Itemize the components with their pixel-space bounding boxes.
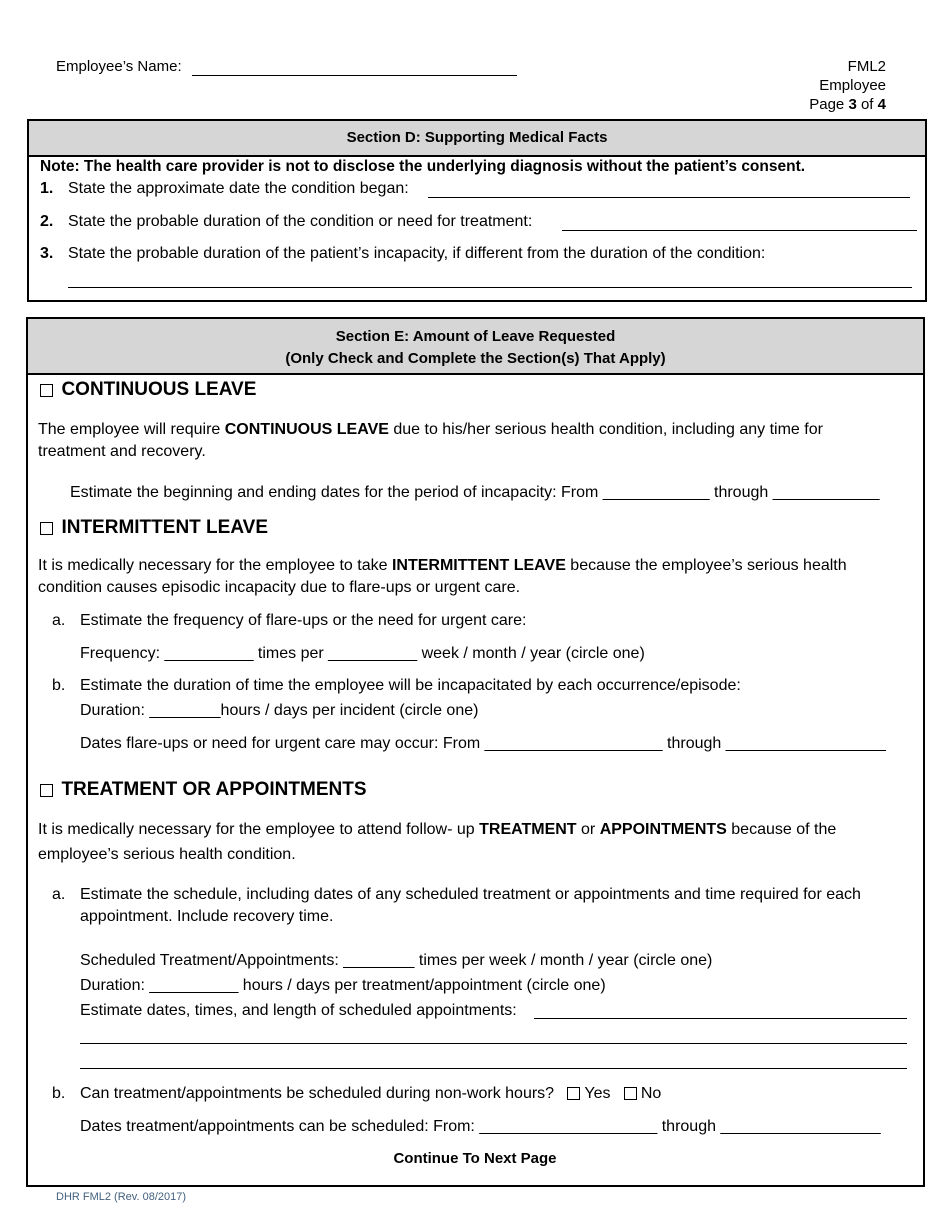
duration-per-incident-line[interactable]: Duration: ________hours / days per incident (circle one) <box>80 702 479 719</box>
incapacity-duration-field[interactable] <box>68 287 912 288</box>
treatment-heading <box>40 779 367 801</box>
intermittent-leave-text-2: condition causes episodic incapacity due to flare-ups or urgent care. <box>38 579 521 596</box>
continuous-leave-checkbox[interactable] <box>40 384 53 397</box>
treatment-text-1: It is medically necessary for the employee to attend follow- up TREATMENT or APPOINTMENTS because of the <box>38 821 837 838</box>
intermittent-leave-text-1: It is medically necessary for the employee to take INTERMITTENT LEAVE because the employee’s serious health <box>38 557 847 574</box>
section-e-header <box>28 319 923 375</box>
intermittent-b-text: Estimate the duration of time the employee will be incapacitated by each occurrence/episode: <box>80 677 741 694</box>
section-e-subtitle: (Only Check and Complete the Section(s) That Apply) <box>285 350 666 367</box>
continuous-leave-title: CONTINUOUS LEAVE <box>61 379 257 400</box>
form-header <box>809 57 886 114</box>
intermittent-a-label: a. <box>52 612 66 629</box>
scheduled-appointments-line[interactable]: Scheduled Treatment/Appointments: ________ times per week / month / year (circle one) <box>80 952 713 969</box>
page-number: Page 3 of 4 <box>809 96 886 113</box>
item-2-text: State the probable duration of the condition or need for treatment: <box>68 213 533 230</box>
yes-label: Yes <box>584 1085 611 1102</box>
yes-checkbox[interactable] <box>567 1087 580 1100</box>
employee-name-label: Employee’s Name: <box>56 58 182 75</box>
form-id: FML2 <box>847 58 886 75</box>
item-2-number: 2. <box>40 213 54 230</box>
continuous-leave-heading <box>40 379 256 401</box>
appointment-duration-line[interactable]: Duration: __________ hours / days per treatment/appointment (circle one) <box>80 977 606 994</box>
section-d-note: Note: The health care provider is not to disclose the underlying diagnosis without the patient’s consent. <box>40 158 806 175</box>
intermittent-b-label: b. <box>52 677 66 694</box>
intermittent-a-text: Estimate the frequency of flare-ups or the need for urgent care: <box>80 612 527 629</box>
appointment-estimate-label: Estimate dates, times, and length of scheduled appointments: <box>80 1002 517 1019</box>
continuous-leave-text-1: The employee will require CONTINUOUS LEAVE due to his/her serious health condition, including any time for <box>38 421 823 438</box>
item-3-text: State the probable duration of the patient’s incapacity, if different from the duration of the condition: <box>68 245 766 262</box>
treatment-a-text-1: Estimate the schedule, including dates of any scheduled treatment or appointments and time required for each <box>80 886 861 903</box>
employee-name-field[interactable] <box>192 75 517 76</box>
item-1-text: State the approximate date the condition began: <box>68 180 409 197</box>
treatment-checkbox[interactable] <box>40 784 53 797</box>
no-checkbox[interactable] <box>624 1087 637 1100</box>
continue-next-page: Continue To Next Page <box>393 1150 557 1167</box>
intermittent-leave-heading <box>40 517 268 539</box>
section-e-title: Section E: Amount of Leave Requested <box>335 328 616 345</box>
appointment-estimate-field-1[interactable] <box>534 1018 907 1019</box>
condition-began-field[interactable] <box>428 197 910 198</box>
treatment-a-text-2: appointment. Include recovery time. <box>80 908 334 925</box>
intermittent-leave-title: INTERMITTENT LEAVE <box>61 517 268 538</box>
condition-duration-field[interactable] <box>562 230 917 231</box>
continuous-leave-text-2: treatment and recovery. <box>38 443 206 460</box>
flare-up-dates-line[interactable]: Dates flare-ups or need for urgent care may occur: From ____________________ through __________________ <box>80 735 886 752</box>
no-label: No <box>640 1085 662 1102</box>
treatment-a-label: a. <box>52 886 66 903</box>
appointment-estimate-field-2[interactable] <box>80 1043 907 1044</box>
treatment-title: TREATMENT OR APPOINTMENTS <box>61 779 367 800</box>
form-revision-footer: DHR FML2 (Rev. 08/2017) <box>56 1191 187 1203</box>
form-type: Employee <box>819 77 886 94</box>
item-1-number: 1. <box>40 180 54 197</box>
treatment-b-question: Can treatment/appointments be scheduled during non-work hours? Yes No <box>80 1085 662 1102</box>
treatment-b-label: b. <box>52 1085 66 1102</box>
incapacity-dates-line[interactable]: Estimate the beginning and ending dates for the period of incapacity: From ____________ through ____________ <box>70 484 880 501</box>
intermittent-leave-checkbox[interactable] <box>40 522 53 535</box>
treatment-text-2: employee’s serious health condition. <box>38 846 296 863</box>
item-3-number: 3. <box>40 245 54 262</box>
frequency-line[interactable]: Frequency: __________ times per __________ week / month / year (circle one) <box>80 645 645 662</box>
schedulable-dates-line[interactable]: Dates treatment/appointments can be scheduled: From: ____________________ through __________________ <box>80 1118 881 1135</box>
appointment-estimate-field-3[interactable] <box>80 1068 907 1069</box>
section-d <box>27 119 927 302</box>
section-d-title: Section D: Supporting Medical Facts <box>29 121 925 157</box>
